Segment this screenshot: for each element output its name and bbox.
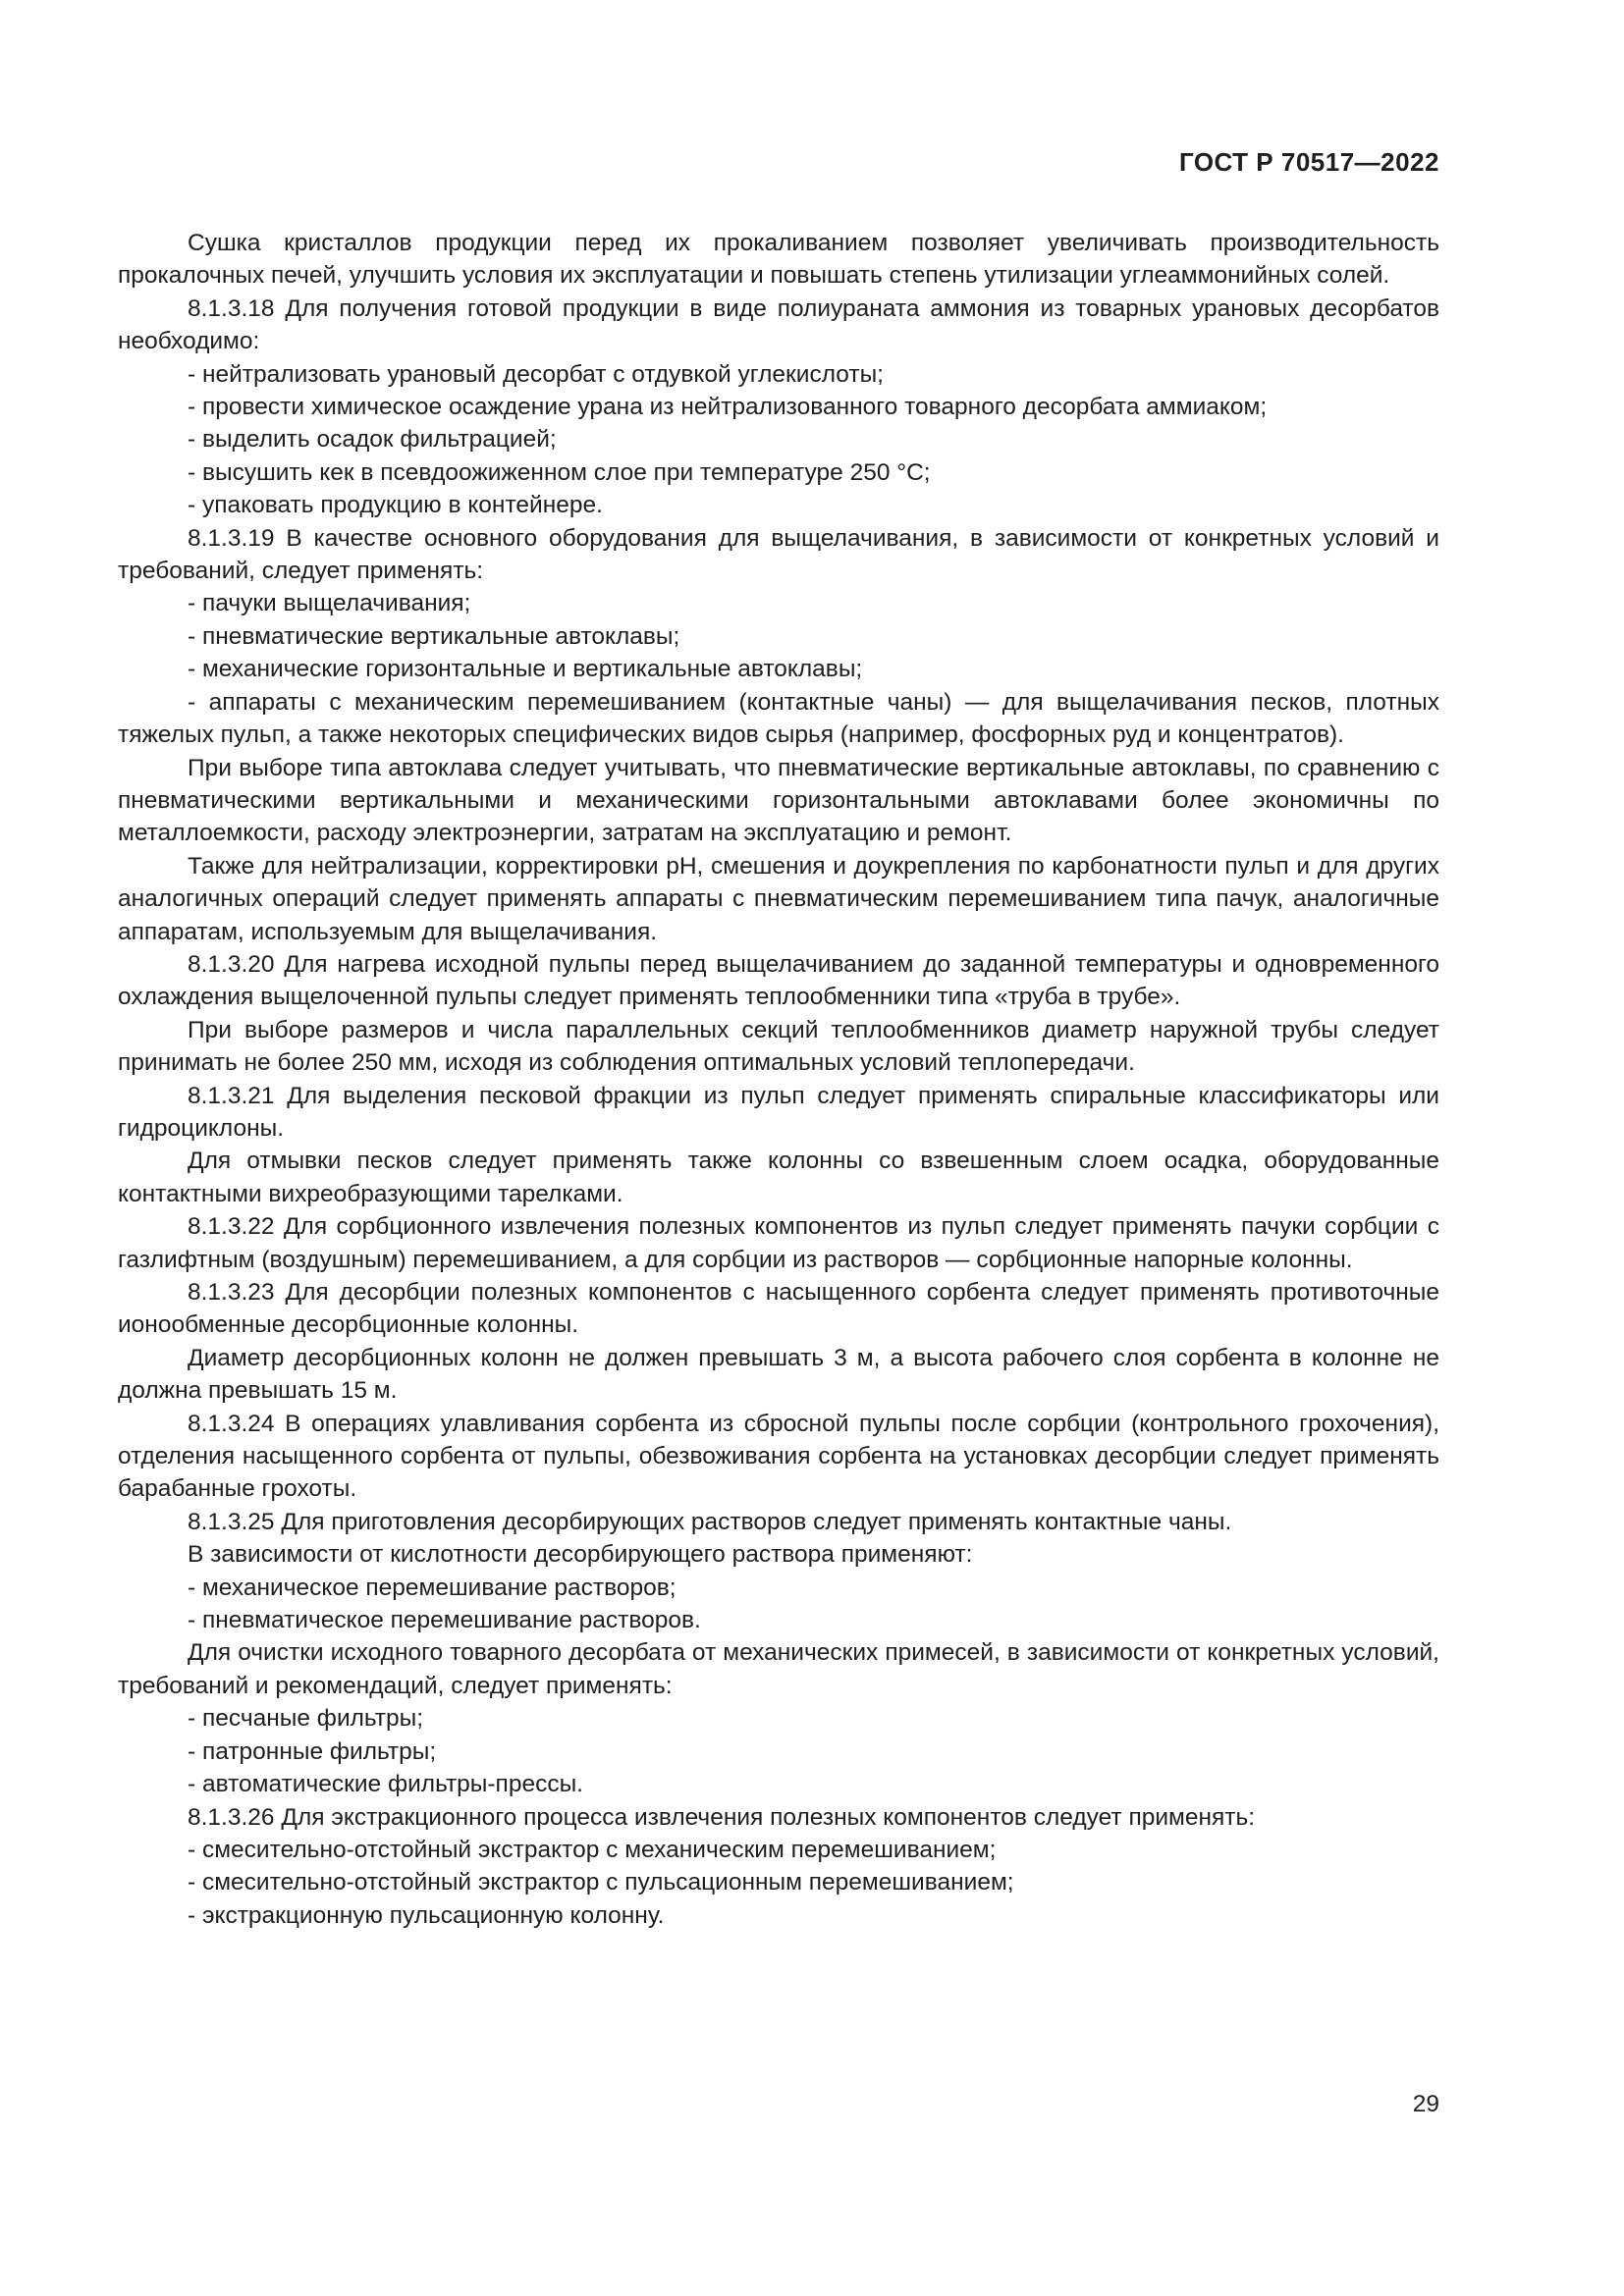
list-item: - смесительно-отстойный экстрактор с пульсационным перемешиванием;	[188, 1869, 1014, 1896]
page-number: 29	[1412, 2091, 1439, 2117]
paragraph: 8.1.3.22 Для сорбционного извлечения полезных компонентов из пульп следует применять пачуки сорбции с газлифтным (воздушным) перемешиванием, а для сорбции из растворов — сорбционные напорные колонны.	[118, 1213, 1439, 1273]
paragraph: 8.1.3.18 Для получения готовой продукции в виде полиураната аммония из товарных урановых десорбатов необходимо:	[118, 294, 1439, 355]
list-item: - патронные фильтры;	[188, 1737, 437, 1765]
paragraph: Сушка кристаллов продукции перед их прокаливанием позволяет увеличивать производительность прокалочных печей, улучшить условия их эксплуатации и повышать степень утилизации углеаммонийных солей.	[118, 230, 1439, 290]
paragraph: 8.1.3.20 Для нагрева исходной пульпы перед выщелачиванием до заданной температуры и одновременного охлаждения выщелоченной пульпы следует применять теплообменники типа «труба в трубе».	[118, 950, 1439, 1011]
paragraph: Диаметр десорбционных колонн не должен превышать 3 м, а высота рабочего слоя сорбента в колонне не должна превышать 15 м.	[118, 1344, 1439, 1405]
list-item: - песчаные фильтры;	[188, 1705, 424, 1733]
list-item: - выделить осадок фильтрацией;	[188, 426, 557, 454]
list-item: - пачуки выщелачивания;	[188, 590, 471, 617]
list-item: - экстракционную пульсационную колонну.	[188, 1901, 665, 1929]
list-item: - нейтрализовать урановый десорбат с отдувкой углекислоты;	[188, 360, 884, 388]
list-item-wrapped: - аппараты с механическим перемешиванием (контактные чаны) — для выщелачивания песков, плотных тяжелых пульп, а также некоторых специфических видов сырья (например, фосфорных руд и концентратов).	[118, 688, 1439, 749]
paragraph: При выборе типа автоклава следует учитывать, что пневматические вертикальные автоклавы, по сравнению с пневматическими вертикальными и механическими горизонтальными автоклавами более экономичны по металлоемкости, расходу электроэнергии, затратам на эксплуатацию и ремонт.	[118, 754, 1439, 847]
list-item: - пневматическое перемешивание растворов.	[188, 1607, 701, 1634]
paragraph: 8.1.3.25 Для приготовления десорбирующих растворов следует применять контактные чаны.	[188, 1508, 1232, 1535]
paragraph: 8.1.3.26 Для экстракционного процесса извлечения полезных компонентов следует применять:	[188, 1803, 1256, 1831]
paragraph: Также для нейтрализации, корректировки рН, смешения и доукрепления по карбонатности пульп и для других аналогичных операций следует применять аппараты с пневматическим перемешиванием типа пачук, аналогичные аппаратам, используемым для выщелачивания.	[118, 852, 1439, 945]
paragraph: 8.1.3.19 В качестве основного оборудования для выщелачивания, в зависимости от конкретных условий и требований, следует применять:	[118, 524, 1439, 585]
paragraph: 8.1.3.24 В операциях улавливания сорбента из сбросной пульпы после сорбции (контрольного грохочения), отделения насыщенного сорбента от пульпы, обезвоживания сорбента на установках десорбции следует применять барабанные грохоты.	[118, 1410, 1439, 1503]
paragraph: В зависимости от кислотности десорбирующего раствора применяют:	[188, 1541, 973, 1569]
document-header	[1179, 147, 1439, 178]
list-item: - провести химическое осаждение урана из нейтрализованного товарного десорбата аммиаком;	[188, 394, 1268, 421]
list-item: - механическое перемешивание растворов;	[188, 1574, 677, 1601]
list-item: - высушить кек в псевдоожиженном слое при температуре 250 °С;	[188, 458, 931, 486]
list-item: - пневматические вертикальные автоклавы;	[188, 622, 680, 650]
paragraph: 8.1.3.21 Для выделения песковой фракции из пульп следует применять спиральные классификаторы или гидроциклоны.	[118, 1082, 1439, 1142]
paragraph: Для отмывки песков следует применять также колонны со взвешенным слоем осадка, оборудованные контактными вихреобразующими тарелками.	[118, 1148, 1439, 1207]
document-body	[118, 227, 1439, 1932]
list-item: - автоматические фильтры-прессы.	[188, 1771, 583, 1798]
paragraph: При выборе размеров и числа параллельных секций теплообменников диаметр наружной трубы следует принимать не более 250 мм, исходя из соблюдения оптимальных условий теплопередачи.	[118, 1016, 1439, 1077]
list-item: - смесительно-отстойный экстрактор с механическим перемешиванием;	[188, 1836, 997, 1863]
list-item: - упаковать продукцию в контейнере.	[188, 492, 603, 519]
list-item: - механические горизонтальные и вертикальные автоклавы;	[188, 656, 863, 683]
standard-code: ГОСТ Р 70517—2022	[1178, 147, 1439, 177]
paragraph: Для очистки исходного товарного десорбата от механических примесей, в зависимости от конкретных условий, требований и рекомендаций, следует применять:	[118, 1639, 1439, 1699]
paragraph: 8.1.3.23 Для десорбции полезных компонентов с насыщенного сорбента следует применять противоточные ионообменные десорбционные колонны.	[118, 1279, 1439, 1339]
